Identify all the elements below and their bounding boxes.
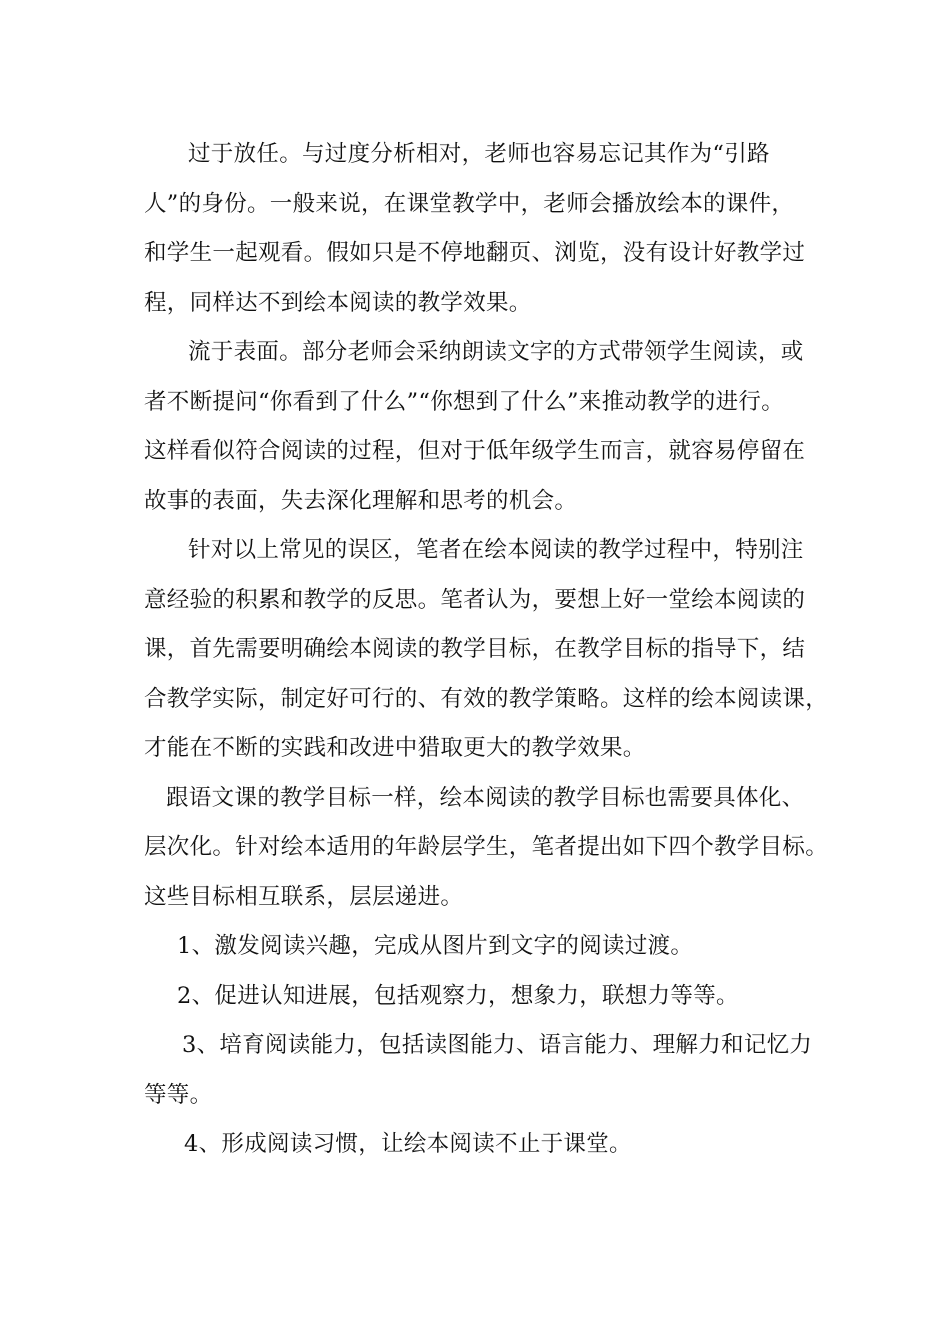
text-line: 合教学实际，制定好可行的、有效的教学策略。这样的绘本阅读课，	[144, 685, 829, 712]
body-text	[144, 130, 829, 1170]
text-line: 才能在不断的实践和改进中猎取更大的教学效果。	[144, 735, 646, 761]
text-line: 层次化。针对绘本适用的年龄层学生，笔者提出如下四个教学目标。	[144, 834, 829, 860]
text-line: 程，同样达不到绘本阅读的教学效果。	[144, 289, 532, 316]
list-item-3	[144, 1021, 824, 1120]
list-item-1	[144, 922, 824, 972]
paragraph-1	[144, 130, 824, 328]
text-line: 课，首先需要明确绘本阅读的教学目标，在教学目标的指导下，结	[144, 636, 806, 662]
text-line: 人”的身份。一般来说，在课堂教学中，老师会播放绘本的课件，	[144, 190, 795, 217]
paragraph-4	[144, 774, 829, 923]
paragraph-3	[144, 526, 829, 774]
text-line: 4、形成阅读习惯，让绘本阅读不止于课堂。	[184, 1131, 632, 1157]
text-line: 故事的表面，失去深化理解和思考的机会。	[144, 487, 578, 514]
text-line: 这些目标相互联系，层层递进。	[144, 883, 464, 910]
list-item-4	[144, 1120, 824, 1170]
text-line: 3、培育阅读能力，包括读图能力、语言能力、理解力和记忆力	[182, 1032, 813, 1058]
text-line: 等等。	[144, 1081, 213, 1108]
text-line: 1、激发阅读兴趣，完成从图片到文字的阅读过渡。	[177, 933, 694, 959]
paragraph-2	[144, 328, 824, 526]
text-line: 和学生一起观看。假如只是不停地翻页、浏览，没有设计好教学过	[144, 240, 806, 266]
text-line: 者不断提问“你看到了什么”“你想到了什么”来推动教学的进行。	[144, 388, 785, 415]
text-line: 过于放任。与过度分析相对，老师也容易忘记其作为“引路	[188, 141, 770, 167]
text-line: 2、促进认知进展，包括观察力，想象力，联想力等等。	[177, 982, 739, 1009]
text-line: 跟语文课的教学目标一样，绘本阅读的教学目标也需要具体化、	[166, 784, 805, 811]
list-item-2	[144, 972, 824, 1022]
text-line: 流于表面。部分老师会采纳朗读文字的方式带领学生阅读，或	[188, 339, 804, 365]
text-line: 这样看似符合阅读的过程，但对于低年级学生而言，就容易停留在	[144, 438, 806, 464]
text-line: 针对以上常见的误区，笔者在绘本阅读的教学过程中，特别注	[188, 537, 804, 563]
text-line: 意经验的积累和教学的反思。笔者认为，要想上好一堂绘本阅读的	[144, 586, 806, 613]
